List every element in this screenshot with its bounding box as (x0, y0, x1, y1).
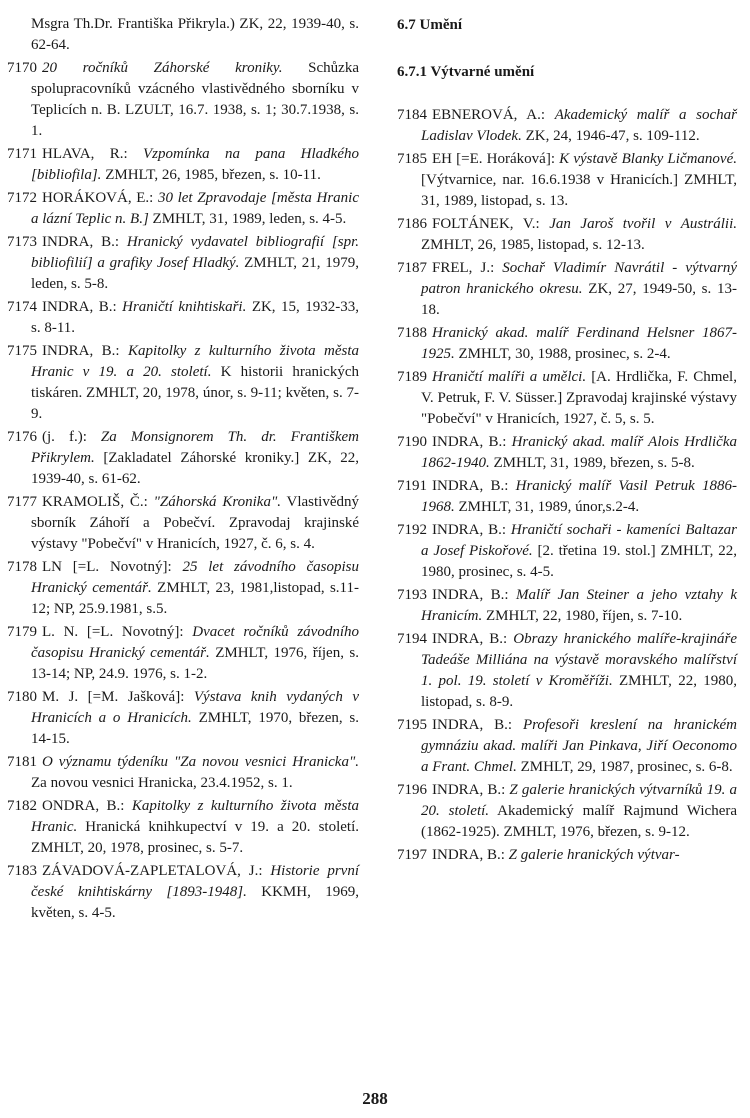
entry-title: O významu týdeníku "Za novou vesnici Hranicka". (42, 754, 359, 770)
entry-text: FOLTÁNEK, V.: (432, 216, 550, 232)
entry-text: ZMHLT, 1970, březen, s. 14-15. (31, 710, 359, 747)
entry-text: INDRA, B.: (42, 299, 123, 315)
entry-title: Hranický malíř Vasil Petruk 1886-1968. (421, 478, 737, 515)
subsection-heading-visual-art: 6.7.1 Výtvarné umění (397, 64, 535, 80)
entry-number: 7178 (7, 559, 37, 575)
entry-title: Hranický vydavatel bibliografií [spr. bibliofilií] a grafiky Josef Hladký. (31, 234, 360, 271)
entry-title: Výstava knih vydaných v Hranicích a o Hranicích. (31, 689, 359, 726)
entry-title: Z galerie hranických výtvarníků 19. a 20. století. (421, 782, 737, 819)
bibliography-entry (397, 585, 737, 627)
page-number: 288 (362, 1089, 388, 1108)
entry-text: Hranická knihkupectví v 19. a 20. století. ZMHLT, 20, 1978, prosinec, s. 5-7. (31, 819, 359, 856)
entry-number: 7185 (397, 151, 427, 167)
entry-text: ZK, 15, 1932-33, s. 8-11. (31, 299, 359, 336)
bibliography-entry (397, 520, 737, 583)
entry-number: 7187 (397, 260, 427, 276)
entry-title: Kapitolky z kulturního života města Hranic v 19. a 20. století. (31, 343, 359, 380)
entry-text: ZMHLT, 31, 1989, březen, s. 5-8. (489, 455, 695, 471)
entry-title: Profesoři kreslení na hranickém gymnáziu akad. malíři Jan Pinkava, Jiří Oeconomo a Frant. Chmel. (421, 717, 737, 775)
right-column (397, 14, 737, 868)
entry-number: 7186 (397, 216, 427, 232)
entry-text: ZMHLT, 26, 1985, březen, s. 10-11. (101, 167, 321, 183)
bibliography-entry (7, 687, 359, 750)
entry-text: HLAVA, R.: (42, 146, 143, 162)
bibliography-entry (397, 367, 737, 430)
entry-number: 7195 (397, 717, 427, 733)
entry-text: [A. Hrdlička, F. Chmel, V. Petruk, F. V. Süsser.] Zpravodaj krajinské výstavy "Pobečví" v Hranicích, 1927, č. 5, s. 5. (421, 369, 737, 427)
entry-text: ZMHLT, 22, 1980, říjen, s. 7-10. (482, 608, 683, 624)
bibliography-entry (397, 149, 737, 212)
entry-number: 7192 (397, 522, 427, 538)
entry-text: INDRA, B.: (432, 847, 509, 863)
entry-title: Hraničtí knihtiskaři. (122, 299, 247, 315)
entry-number: 7188 (397, 325, 427, 341)
entry-text: INDRA, B.: (432, 631, 514, 647)
entry-text: ZÁVADOVÁ-ZAPLETALOVÁ, J.: (42, 863, 271, 879)
entry-text: ZMHLT, 26, 1985, listopad, s. 12-13. (421, 237, 645, 253)
left-column (7, 14, 359, 926)
entry-text: INDRA, B.: (432, 478, 516, 494)
entry-text: ZMHLT, 21, 1979, leden, s. 5-8. (31, 255, 359, 292)
entry-text: KRAMOLIŠ, Č.: (42, 494, 154, 510)
entry-number: 7171 (7, 146, 37, 162)
entry-text: [Zakladatel Záhorské kroniky.] ZK, 22, 1939-40, s. 61-62. (31, 450, 359, 487)
entry-text: ZMHLT, 31, 1989, únor,s.2-4. (454, 499, 640, 515)
entry-text: Vlastivědný sborník Záhoří a Pobečví. Zpravodaj krajinské výstavy "Pobečví" v Hranicích, 1927, č. 6, s. 4. (31, 494, 359, 552)
entry-title: Vzpomínka na pana Hladkého [bibliofila]. (31, 146, 359, 183)
entry-title: Jan Jaroš tvořil v Austrálii. (549, 216, 737, 232)
entry-text: [Výtvarnice, nar. 16.6.1938 v Hranicích.] ZMHLT, 31, 1989, listopad, s. 13. (421, 172, 737, 209)
entry-number: 7190 (397, 434, 427, 450)
entry-number: 7174 (7, 299, 37, 315)
entry-text: [2. třetina 19. stol.] ZMHLT, 22, 1980, prosinec, s. 4-5. (421, 543, 737, 580)
bibliography-entry (7, 297, 359, 339)
bibliography-entry (7, 14, 359, 56)
entry-text: ZMHLT, 1976, říjen, s. 13-14; NP, 24.9. 1976, s. 1-2. (31, 645, 359, 682)
entry-text: ZMHLT, 31, 1989, leden, s. 4-5. (148, 211, 347, 227)
bibliography-entry (7, 188, 359, 230)
bibliography-entry (7, 557, 359, 620)
entry-number: 7175 (7, 343, 37, 359)
entry-title: Hranický akad. malíř Alois Hrdlička 1862-1940. (421, 434, 737, 471)
entry-text: ZMHLT, 22, 1980, listopad, s. 8-9. (421, 673, 737, 710)
bibliography-entry (397, 845, 737, 866)
entry-title: Hraničtí sochaři - kameníci Baltazar a Josef Piskořové. (421, 522, 738, 559)
entry-text: KKMH, 1969, květen, s. 4-5. (31, 884, 359, 921)
entry-text: LN [=L. Novotný]: (42, 559, 183, 575)
entry-text: ZK, 27, 1949-50, s. 13-18. (421, 281, 737, 318)
entry-number: 7196 (397, 782, 427, 798)
entry-text: INDRA, B.: (42, 234, 127, 250)
entry-text: INDRA, B.: (432, 434, 512, 450)
entry-number: 7180 (7, 689, 37, 705)
entry-title: Historie první české knihtiskárny [1893-1948]. (31, 863, 359, 900)
entry-number: 7181 (7, 754, 37, 770)
entry-text: ZMHLT, 29, 1987, prosinec, s. 6-8. (516, 759, 733, 775)
entry-number: 7176 (7, 429, 37, 445)
entry-number: 7184 (397, 107, 427, 123)
entry-number: 7193 (397, 587, 427, 603)
bibliography-entry (7, 427, 359, 490)
entry-title: Hraničtí malíři a umělci. (432, 369, 587, 385)
entry-title: Hranický akad. malíř Ferdinand Helsner 1867-1925. (421, 325, 737, 362)
entry-title: K výstavě Blanky Ličmanové. (559, 151, 737, 167)
entry-number: 7182 (7, 798, 37, 814)
entry-text: INDRA, B.: (432, 717, 523, 733)
entry-number: 7183 (7, 863, 37, 879)
bibliography-entry (7, 796, 359, 859)
entry-title: 30 let Zpravodaje [města Hranic a lázní Teplic n. B.] (31, 190, 359, 227)
entry-text: EH [=E. Horáková]: (432, 151, 560, 167)
bibliography-entry (397, 214, 737, 256)
bibliography-entry (7, 752, 359, 794)
bibliography-entry (397, 432, 737, 474)
left-entry-list (7, 14, 359, 924)
entry-text: ZK, 24, 1946-47, s. 109-112. (521, 128, 700, 144)
section-heading-art: 6.7 Umění (397, 17, 462, 33)
entry-number: 7173 (7, 234, 37, 250)
entry-title: Za Monsignorem Th. dr. Františkem Přikrylem. (31, 429, 360, 466)
entry-title: "Záhorská Kronika". (153, 494, 281, 510)
bibliography-entry (7, 341, 359, 425)
entry-text: M. J. [=M. Jašková]: (42, 689, 194, 705)
entry-text: Msgra Th.Dr. Františka Přikryla.) ZK, 22, 1939-40, s. 62-64. (31, 16, 359, 53)
bibliography-entry (7, 861, 359, 924)
entry-number: 7170 (7, 60, 37, 76)
entry-text: Schůzka spolupracovníků vzácného vlastivědného sborníku v Teplicích n. B. LZULT, 16.7. 1938, s. 1; 30.7.1938, s. 1. (31, 60, 359, 139)
entry-title: Z galerie hranických výtvar- (508, 847, 680, 863)
bibliography-entry (397, 629, 737, 713)
entry-text: INDRA, B.: (432, 522, 511, 538)
bibliography-entry (7, 232, 359, 295)
entry-text: (j. f.): (42, 429, 101, 445)
bibliography-entry (397, 105, 737, 147)
entry-text: L. N. [=L. Novotný]: (42, 624, 193, 640)
entry-text: EBNEROVÁ, A.: (432, 107, 555, 123)
entry-text: ONDRA, B.: (42, 798, 132, 814)
entry-number: 7189 (397, 369, 427, 385)
bibliography-entry (7, 58, 359, 142)
bibliography-entry (7, 144, 359, 186)
entry-text: FREL, J.: (432, 260, 503, 276)
bibliography-entry (397, 715, 737, 778)
entry-title: 20 ročníků Záhorské kroniky. (42, 60, 283, 76)
entry-title: Sochař Vladimír Navrátil - výtvarný patron hranického okresu. (421, 260, 737, 297)
bibliography-entry (7, 622, 359, 685)
entry-title: Akademický malíř a sochař Ladislav Vlodek. (421, 107, 737, 144)
entry-text: K historii hranických tiskáren. ZMHLT, 20, 1978, únor, s. 9-11; květen, s. 7-9. (31, 364, 359, 422)
entry-number: 7194 (397, 631, 427, 647)
entry-text: ZMHLT, 30, 1988, prosinec, s. 2-4. (454, 346, 671, 362)
entry-number: 7179 (7, 624, 37, 640)
entry-text: INDRA, B.: (432, 587, 516, 603)
entry-number: 7172 (7, 190, 37, 206)
entry-number: 7177 (7, 494, 37, 510)
bibliography-entry (397, 780, 737, 843)
bibliography-entry (7, 492, 359, 555)
entry-text: HORÁKOVÁ, E.: (42, 190, 158, 206)
entry-number: 7197 (397, 847, 427, 863)
entry-text: INDRA, B.: (432, 782, 510, 798)
entry-text: Za novou vesnici Hranicka, 23.4.1952, s. 1. (31, 775, 293, 791)
entry-title: Obrazy hranického malíře-krajináře Tadeáše Milliána na výstavě moravského malířství 1. pol. 19. století v Kroměříži. (421, 631, 737, 689)
entry-title: Malíř Jan Steiner a jeho vztahy k Hranicím. (421, 587, 738, 624)
entry-text: Akademický malíř Rajmund Wichera (1862-1925). ZMHLT, 1976, březen, s. 9-12. (421, 803, 738, 840)
entry-title: Kapitolky z kulturního života města Hranic. (31, 798, 359, 835)
bibliography-entry (397, 258, 737, 321)
bibliography-entry (397, 323, 737, 365)
right-entry-list (397, 105, 737, 866)
entry-text: ZMHLT, 23, 1981,listopad, s.11-12; NP, 25.9.1981, s.5. (31, 580, 359, 617)
entry-number: 7191 (397, 478, 427, 494)
entry-title: 25 let závodního časopisu Hranický cementář. (31, 559, 359, 596)
bibliography-entry (397, 476, 737, 518)
entry-text: INDRA, B.: (42, 343, 128, 359)
entry-title: Dvacet ročníků závodního časopisu Hranický cementář. (31, 624, 359, 661)
